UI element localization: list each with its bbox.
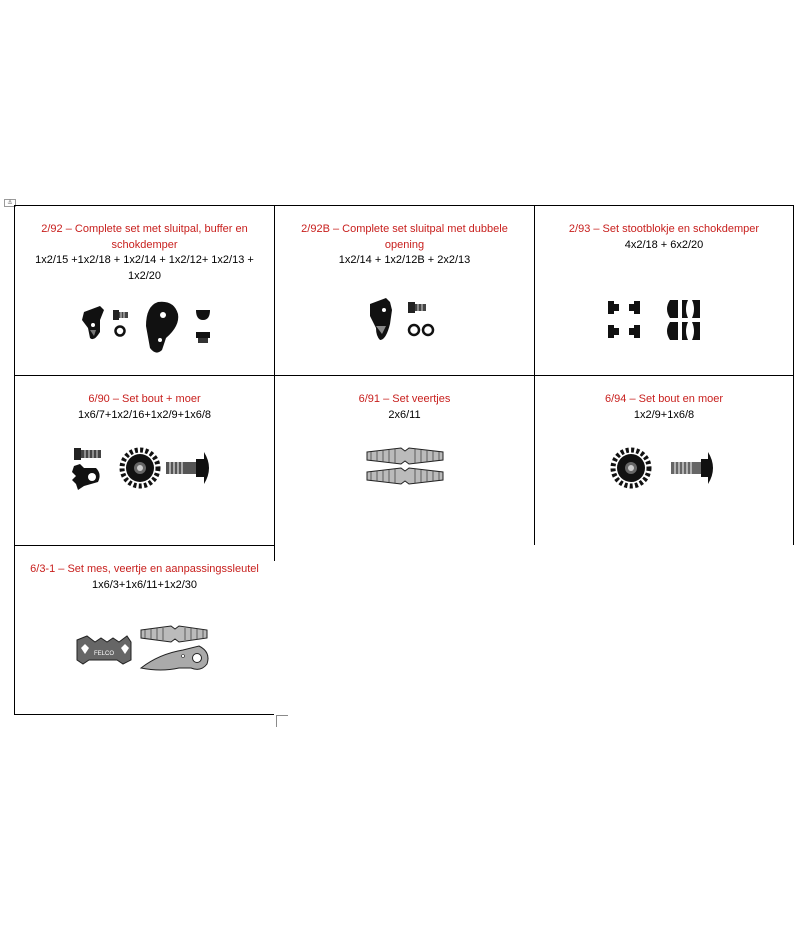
catch-icon	[82, 306, 104, 339]
set-title: 6/90 – Set bout + moer	[88, 393, 201, 405]
spring-icon	[141, 626, 207, 642]
spring-icon	[367, 448, 443, 464]
end-of-table-marker	[276, 715, 288, 727]
set-description: 1x2/15 +1x2/18 + 1x2/14 + 1x2/12+ 1x2/13 + 1x2/20	[35, 254, 254, 282]
pivot-bolt-icon	[166, 452, 209, 484]
set-6-3-1-cell	[14, 545, 274, 715]
set-description: 1x6/7+1x2/16+1x2/9+1x6/8	[77, 408, 212, 421]
buffer-icon	[196, 310, 210, 343]
gear-nut-icon	[613, 450, 649, 486]
set-description: 1x2/14 + 1x2/12B + 2x2/13	[338, 254, 471, 266]
wrench-logo-text: FELCO	[93, 651, 114, 657]
stop-block-icon	[608, 301, 640, 338]
set-6-90-illustration	[15, 446, 274, 492]
set-title: 6/3-1 – Set mes, veertje en aanpassingssleutel	[30, 563, 259, 575]
catch-icon	[370, 298, 392, 340]
set-2-92-cell	[14, 205, 274, 375]
washer-icon	[409, 325, 433, 335]
parts-table	[14, 205, 794, 715]
set-title: 2/92B – Complete set sluitpal met dubbele opening	[301, 223, 508, 251]
table-row	[14, 375, 794, 545]
set-6-90-cell	[14, 375, 274, 545]
cell-separator	[274, 545, 275, 561]
set-title: 6/94 – Set bout en moer	[604, 393, 724, 405]
set-title: 2/92 – Complete set met sluitpal, buffer en schokdemper	[41, 223, 248, 251]
set-2-93-illustration	[535, 298, 793, 344]
set-6-91-cell	[274, 375, 534, 545]
blade-plate-icon	[146, 302, 178, 353]
spring-icon	[367, 468, 443, 484]
bolt-icon	[74, 448, 101, 460]
washer-icon	[115, 327, 124, 336]
set-title: 2/93 – Set stootblokje en schokdemper	[568, 223, 760, 235]
set-description: 1x6/3+1x6/11+1x2/30	[92, 578, 197, 591]
set-2-92b-cell	[274, 205, 534, 375]
table-row	[14, 545, 794, 715]
set-description: 2x6/11	[388, 408, 421, 421]
set-2-93-cell	[534, 205, 794, 375]
pivot-bolt-icon	[671, 452, 713, 484]
bolt-icon	[113, 310, 128, 320]
lock-plate-icon	[72, 464, 100, 490]
empty-cell	[274, 545, 534, 715]
set-description: 4x2/18 + 6x2/20	[624, 238, 704, 251]
set-description: 1x2/9+1x6/8	[633, 408, 695, 421]
bolt-icon	[408, 302, 426, 313]
set-2-92-illustration	[15, 298, 274, 358]
set-title: 6/91 – Set veertjes	[358, 393, 451, 405]
set-2-92b-illustration	[275, 296, 534, 348]
table-row	[14, 205, 794, 375]
set-6-94-cell	[534, 375, 794, 545]
blade-icon	[141, 646, 208, 670]
gear-nut-icon	[122, 450, 158, 486]
wrench-icon	[77, 636, 131, 664]
anchor-marker: ⚓	[4, 199, 16, 207]
set-6-94-illustration	[535, 446, 793, 490]
shock-absorber-icon	[667, 300, 700, 340]
set-6-91-illustration	[275, 446, 534, 486]
set-6-3-1-illustration	[15, 624, 274, 676]
